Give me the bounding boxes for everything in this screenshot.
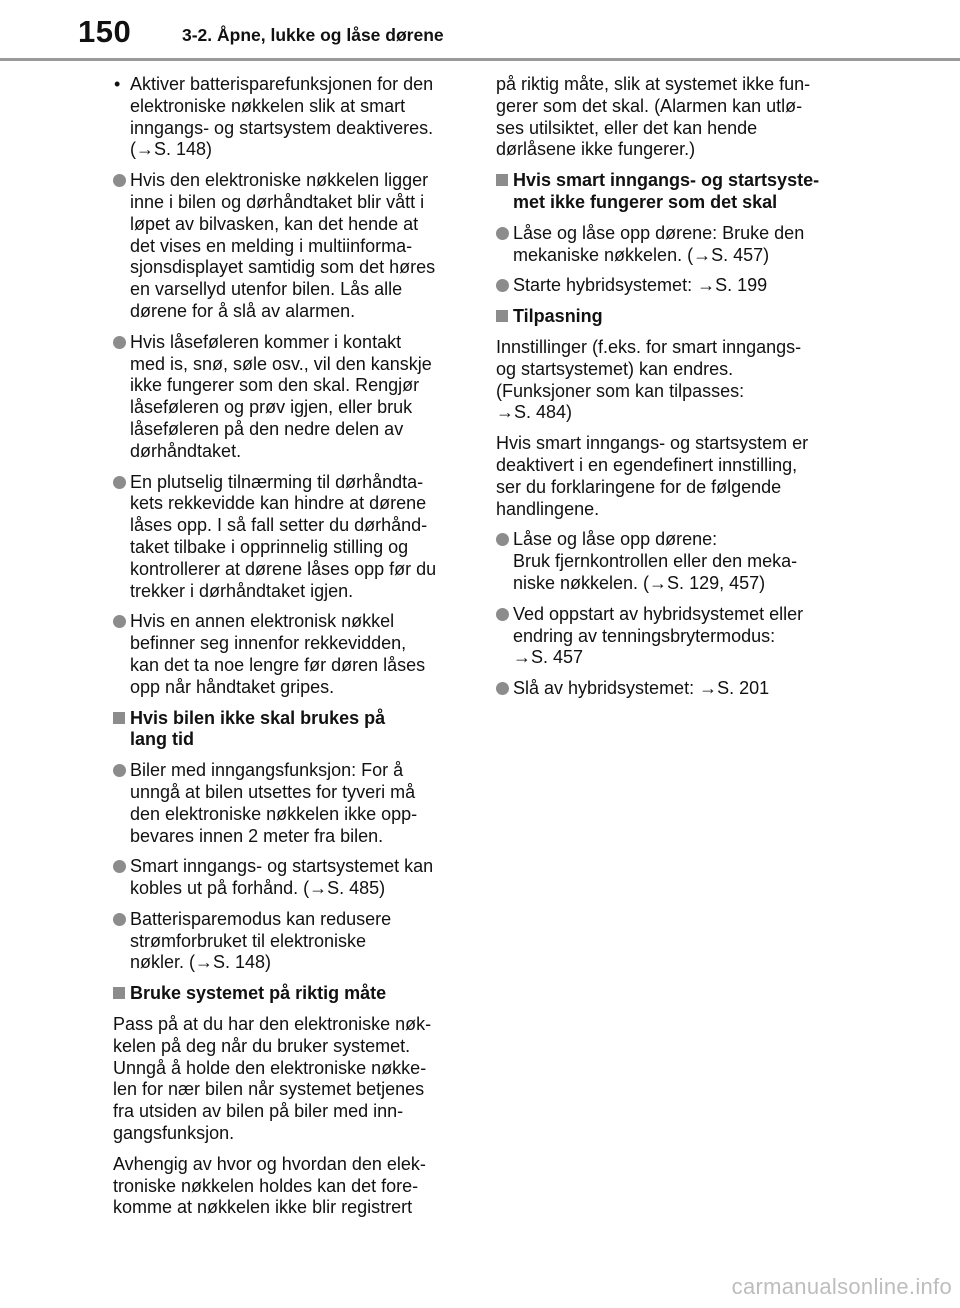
text-line: Aktiver batterisparefunksjonen for den	[130, 74, 434, 94]
paragraph-list	[113, 1014, 479, 1219]
text-line: Unngå å holde den elektroniske nøkke-	[113, 1057, 427, 1078]
text-line: løpet av bilvasken, kan det hende at	[130, 213, 419, 234]
text-line: taket tilbake i opprinnelig stilling og	[130, 536, 409, 557]
bullet-dot-icon	[113, 860, 126, 873]
item-text	[130, 909, 479, 974]
text-line: bevares innen 2 meter fra bilen.	[130, 825, 384, 846]
heading-square-icon	[496, 310, 508, 322]
text-line: inne i bilen og dørhåndtaket blir vått i	[130, 191, 425, 212]
item-text	[113, 1014, 479, 1145]
text-line: ses utilsiktet, eller det kan hende	[496, 117, 758, 138]
text-line: Starte hybridsystemet: →S. 199	[513, 275, 768, 296]
list-item	[496, 604, 862, 669]
text-line: med is, snø, søle osv., vil den kanskje	[130, 353, 432, 374]
text-line: elektroniske nøkkelen slik at smart	[130, 95, 406, 116]
text-line: dørene for å slå av alarmen.	[130, 300, 356, 321]
bullet-dot-icon	[113, 913, 126, 926]
list-item	[113, 472, 479, 603]
text-line: kontrollerer at dørene låses opp før du	[130, 558, 437, 579]
text-line: mekaniske nøkkelen. (→S. 457)	[513, 244, 770, 265]
item-text	[130, 332, 479, 463]
text-line: Avhengig av hvor og hvordan den elek-	[113, 1153, 426, 1174]
text-line: En plutselig tilnærming til dørhåndta-	[130, 471, 424, 492]
heading-text	[513, 170, 862, 214]
paragraph-text	[496, 74, 862, 161]
heading-text	[130, 983, 479, 1005]
text-line: dørlåsene ikke fungerer.)	[496, 139, 696, 160]
text-line: →S. 457	[513, 647, 584, 668]
text-line: kobles ut på forhånd. (→S. 485)	[130, 878, 386, 899]
text-line: gangsfunksjon.	[113, 1123, 235, 1144]
text-line: Hvis en annen elektronisk nøkkel	[130, 611, 395, 632]
text-line: len for nær bilen når systemet betjenes	[113, 1079, 425, 1100]
text-line: kelen på deg når du bruker systemet.	[113, 1035, 411, 1056]
heading-not-working	[496, 170, 862, 214]
section-title: 3-2. Åpne, lukke og låse dørene	[182, 25, 444, 45]
text-line: opp når håndtaket gripes.	[130, 676, 335, 697]
text-line: lang tid	[130, 729, 194, 750]
item-text	[130, 760, 479, 847]
item-text	[130, 611, 479, 698]
page-header	[0, 0, 960, 62]
item-text	[130, 472, 479, 603]
text-line: inngangs- og startsystem deaktiveres.	[130, 117, 434, 138]
text-line: (Funksjoner som kan tilpasses:	[496, 380, 745, 401]
text-line: deaktivert i en egendefinert innstilling,	[496, 454, 798, 475]
heading-text	[513, 306, 862, 328]
text-line: låseføleren og prøv igjen, eller bruk	[130, 397, 413, 418]
left-column	[113, 74, 479, 1228]
item-text	[513, 678, 862, 700]
text-line: Hvis smart inngangs- og startsystem er	[496, 433, 809, 454]
heading-text	[130, 708, 479, 752]
list-item	[496, 678, 862, 700]
paragraph	[113, 1014, 479, 1145]
text-line: på riktig måte, slik at systemet ikke fun-	[496, 74, 811, 94]
text-line: niske nøkkelen. (→S. 129, 457)	[513, 572, 766, 593]
paragraph-list	[496, 337, 862, 520]
bullet-dot-icon	[113, 336, 126, 349]
text-line: ikke fungerer som den skal. Rengjør	[130, 375, 420, 396]
text-line: Batterisparemodus kan redusere	[130, 908, 392, 929]
text-line: Bruk fjernkontrollen eller den meka-	[513, 551, 798, 572]
text-line: Ved oppstart av hybridsystemet eller	[513, 603, 804, 624]
list-item	[113, 856, 479, 900]
bullet-dot-icon	[496, 608, 509, 621]
list-item	[113, 611, 479, 698]
item-text	[130, 74, 479, 161]
text-line: handlingene.	[496, 498, 600, 519]
bullet-dot-icon	[113, 476, 126, 489]
text-line: nøkler. (→S. 148)	[130, 952, 272, 973]
text-line: Slå av hybridsystemet: →S. 201	[513, 678, 770, 699]
paragraph	[496, 337, 862, 424]
text-line: Biler med inngangsfunksjon: For å	[130, 760, 404, 781]
bullet-list	[496, 529, 862, 700]
text-line: en varsellyd utenfor bilen. Lås alle	[130, 279, 403, 300]
text-line: Hvis låseføleren kommer i kontakt	[130, 331, 402, 352]
heading-square-icon	[496, 174, 508, 186]
text-line: unngå at bilen utsettes for tyveri må	[130, 781, 416, 802]
text-line: (→S. 148)	[130, 139, 213, 160]
text-line: strømforbruket til elektroniske	[130, 930, 367, 951]
text-line: Pass på at du har den elektroniske nøk-	[113, 1014, 432, 1035]
continuation-paragraph	[496, 74, 862, 161]
text-line: gerer som det skal. (Alarmen kan utlø-	[496, 95, 803, 116]
bullet-list	[113, 760, 479, 974]
text-line: og startsystemet) kan endres.	[496, 358, 734, 379]
text-line: den elektroniske nøkkelen ikke opp-	[130, 803, 418, 824]
paragraph	[113, 1154, 479, 1219]
text-line: endring av tenningsbrytermodus:	[513, 625, 776, 646]
text-line: ser du forklaringene for de følgende	[496, 476, 782, 497]
item-text	[113, 1154, 479, 1219]
right-column	[496, 74, 862, 709]
text-line: kan det ta noe lengre før døren låses	[130, 654, 426, 675]
text-line: det vises en melding i multiinforma-	[130, 235, 413, 256]
text-line: Hvis bilen ikke skal brukes på	[130, 707, 386, 728]
bullet-marker: •	[114, 74, 121, 94]
paragraph	[496, 433, 862, 520]
text-line: låseføleren på den nedre delen av	[130, 418, 404, 439]
item-text	[496, 337, 862, 424]
list-item	[496, 223, 862, 267]
header-divider	[0, 58, 960, 61]
bullet-dot-icon	[113, 174, 126, 187]
item-text	[496, 433, 862, 520]
list-item	[113, 170, 479, 323]
bullet-list	[496, 223, 862, 297]
dash-item	[113, 74, 479, 161]
item-text	[513, 529, 862, 594]
text-line: Låse og låse opp dørene: Bruke den	[513, 222, 805, 243]
text-line: befinner seg innenfor rekkevidden,	[130, 633, 407, 654]
heading-square-icon	[113, 987, 125, 999]
text-line: troniske nøkkelen holdes kan det fore-	[113, 1175, 419, 1196]
text-line: met ikke fungerer som det skal	[513, 191, 778, 212]
heading-correct-use	[113, 983, 479, 1005]
text-line: sjonsdisplayet samtidig som det høres	[130, 257, 436, 278]
text-line: låses opp. I så fall setter du dørhånd-	[130, 515, 428, 536]
item-text	[130, 856, 479, 900]
text-line: trekker i dørhåndtaket igjen.	[130, 580, 354, 601]
text-line: →S. 484)	[496, 402, 573, 423]
bullet-dot-icon	[113, 764, 126, 777]
item-text	[513, 604, 862, 669]
list-item	[113, 909, 479, 974]
text-line: Hvis smart inngangs- og startsyste-	[513, 170, 820, 191]
bullet-dot-icon	[496, 682, 509, 695]
page-number: 150	[78, 14, 132, 49]
bullet-dot-icon	[496, 279, 509, 292]
item-text	[513, 223, 862, 267]
text-line: fra utsiden av bilen på biler med inn-	[113, 1101, 404, 1122]
watermark-link[interactable]: carmanualsonline.info	[731, 1274, 952, 1299]
bullet-dot-icon	[496, 227, 509, 240]
heading-square-icon	[113, 712, 125, 724]
text-line: komme at nøkkelen ikke blir registrert	[113, 1197, 413, 1218]
text-line: Innstillinger (f.eks. for smart inngangs-	[496, 336, 802, 357]
text-line: kets rekkevidde kan hindre at dørene	[130, 493, 427, 514]
list-item	[496, 529, 862, 594]
item-text	[513, 275, 862, 297]
bullet-dot-icon	[113, 615, 126, 628]
bullet-list	[113, 170, 479, 698]
text-line: Smart inngangs- og startsystemet kan	[130, 856, 434, 877]
heading-long-time	[113, 708, 479, 752]
text-line: Låse og låse opp dørene:	[513, 529, 718, 550]
text-line: Tilpasning	[513, 306, 603, 327]
bullet-dot-icon	[496, 533, 509, 546]
heading-customization	[496, 306, 862, 328]
text-line: dørhåndtaket.	[130, 440, 242, 461]
list-item	[113, 760, 479, 847]
item-text	[130, 170, 479, 323]
list-item	[113, 332, 479, 463]
list-item	[496, 275, 862, 297]
text-line: Bruke systemet på riktig måte	[130, 983, 387, 1004]
text-line: Hvis den elektroniske nøkkelen ligger	[130, 170, 429, 191]
